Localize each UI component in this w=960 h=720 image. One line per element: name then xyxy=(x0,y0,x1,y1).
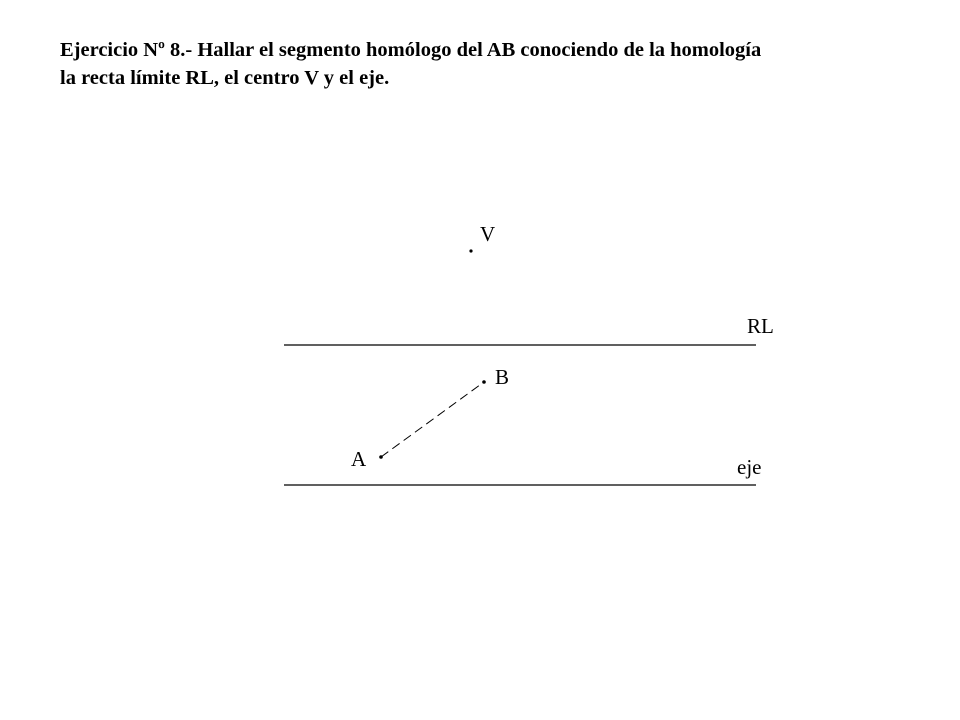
segment-ab xyxy=(381,382,484,457)
exercise-statement-line-1: Ejercicio Nº 8.- Hallar el segmento homólogo del AB conociendo de la homología xyxy=(60,39,762,61)
center-point-v xyxy=(469,249,472,252)
point-a-label: A xyxy=(351,447,367,471)
point-b xyxy=(482,380,486,384)
exercise-statement-line-2: la recta límite RL, el centro V y el eje. xyxy=(60,67,390,89)
point-b-label: B xyxy=(495,365,510,389)
axis-label: eje xyxy=(737,455,762,479)
limit-line-label: RL xyxy=(747,314,774,338)
point-a xyxy=(379,455,383,459)
center-label: V xyxy=(480,222,496,246)
